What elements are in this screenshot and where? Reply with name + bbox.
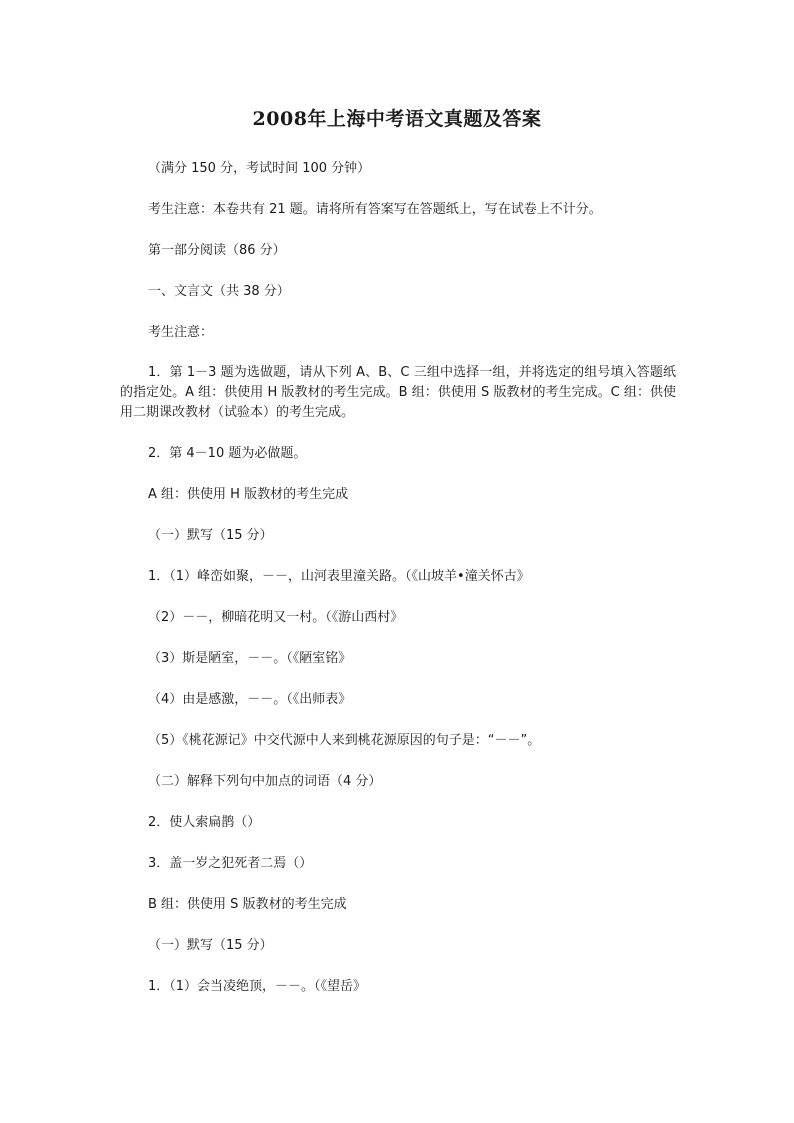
group-a-heading: A 组：供使用 H 版教材的考生完成 [148, 487, 349, 502]
question-3: 3．盖一岁之犯死者二焉（） [148, 856, 313, 871]
dictation-heading-b: （一）默写（15 分） [148, 938, 273, 953]
question-1-5: （5）《桃花源记》中交代源中人来到桃花源原因的句子是：“－－”。 [148, 733, 541, 748]
group-b-heading: B 组：供使用 S 版教材的考生完成 [148, 897, 347, 912]
exam-info: （满分 150 分，考试时间 100 分钟） [148, 161, 371, 176]
instruction-1: 1．第 1－3 题为选做题，请从下列 A、B、C 三组中选择一组，并将选定的组号填入答题纸的指定处。A 组：供使用 H 版教材的考生完成。B 组：供使用 S 版教材的考生完成。C 组：供使用二期课改教材（试验本）的考生完成。 [120, 365, 676, 420]
question-1-2: （2）－－，柳暗花明又一村。（《游山西村》 [148, 610, 404, 625]
question-1-3: （3）斯是陋室，－－。（《陋室铭》 [148, 651, 352, 666]
explain-heading: （二）解释下列句中加点的词语（4 分） [148, 774, 382, 789]
section-heading: 第一部分阅读（86 分） [148, 243, 286, 258]
subsection-heading: 一、文言文（共 38 分） [148, 284, 290, 299]
question-1-4: （4）由是感激，－－。（《出师表》 [148, 692, 352, 707]
document-body [120, 158, 676, 997]
document-title: 2008年上海中考语文真题及答案 [252, 108, 542, 130]
exam-notice: 考生注意：本卷共有 21 题。请将所有答案写在答题纸上，写在试卷上不计分。 [148, 202, 602, 217]
notice-heading: 考生注意： [148, 325, 214, 340]
question-1-1: 1．（1）峰峦如聚，－－，山河表里潼关路。（《山坡羊•潼关怀古》 [148, 569, 530, 584]
instruction-2: 2．第 4－10 题为必做题。 [148, 446, 307, 461]
dictation-heading: （一）默写（15 分） [148, 528, 273, 543]
question-b-1-1: 1．（1）会当凌绝顶，－－。（《望岳》 [148, 979, 367, 994]
question-2: 2．使人索扁鹊（） [148, 815, 261, 830]
